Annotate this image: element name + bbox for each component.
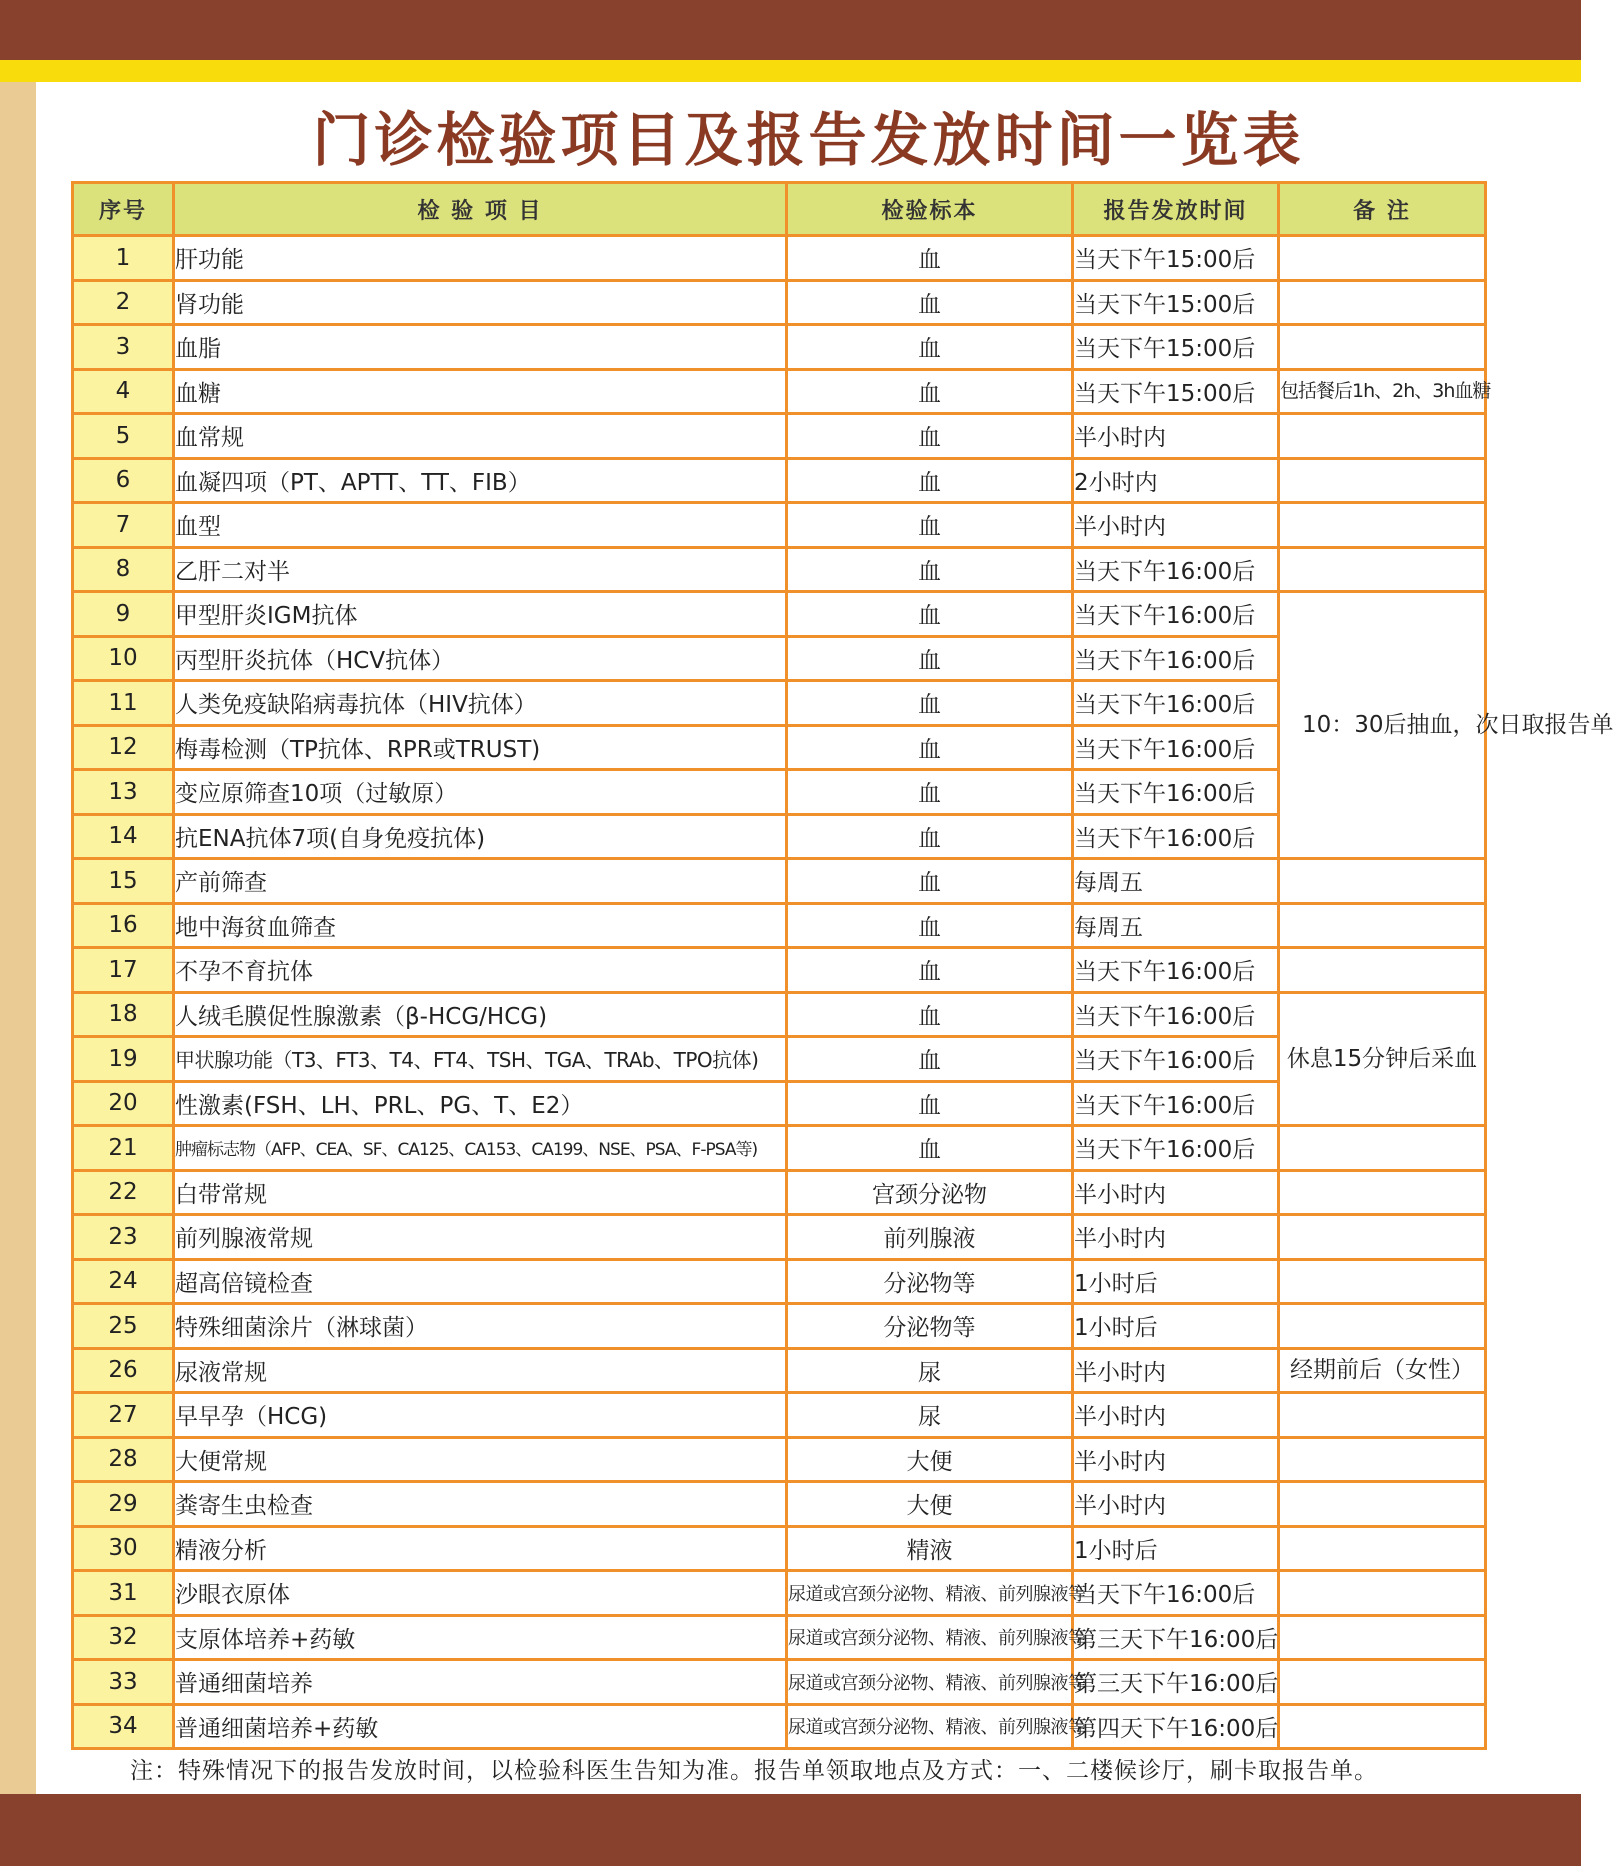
row-item: 血常规 [174,414,787,459]
row-time: 1小时后 [1073,1526,1279,1571]
row-note [1279,1215,1486,1260]
row-time: 半小时内 [1073,1482,1279,1527]
row-item: 粪寄生虫检查 [174,1482,787,1527]
table-row [73,681,1486,726]
row-time: 半小时内 [1073,414,1279,459]
row-time: 当天下午16:00后 [1073,1571,1279,1616]
row-item: 甲型肝炎IGM抗体 [174,592,787,637]
table-row [73,1126,1486,1171]
row-seq: 25 [73,1304,174,1349]
row-note: 经期前后（女性） [1279,1348,1486,1393]
table-row [73,1348,1486,1393]
row-sample: 大便 [787,1437,1073,1482]
row-seq: 17 [73,948,174,993]
row-item: 普通细菌培养+药敏 [174,1704,787,1749]
row-time: 当天下午16:00后 [1073,992,1279,1037]
row-item: 血型 [174,503,787,548]
table-row [73,992,1486,1037]
table-row [73,1081,1486,1126]
row-note: 包括餐后1h、2h、3h血糖 [1279,369,1486,414]
row-note [1279,859,1486,904]
table-row [73,814,1486,859]
row-item: 肾功能 [174,280,787,325]
row-sample: 血 [787,770,1073,815]
row-sample: 尿道或宫颈分泌物、精液、前列腺液等 [787,1660,1073,1705]
row-seq: 30 [73,1526,174,1571]
table-row [73,369,1486,414]
row-seq: 34 [73,1704,174,1749]
row-time: 1小时后 [1073,1259,1279,1304]
table-row [73,859,1486,904]
row-note [1279,1526,1486,1571]
row-seq: 29 [73,1482,174,1527]
table-row [73,547,1486,592]
row-seq: 3 [73,325,174,370]
row-sample: 血 [787,325,1073,370]
row-note [1279,1615,1486,1660]
row-seq: 33 [73,1660,174,1705]
table-row [73,1615,1486,1660]
row-item: 精液分析 [174,1526,787,1571]
row-item: 梅毒检测（TP抗体、RPR或TRUST) [174,725,787,770]
table-row [73,503,1486,548]
table-row [73,1215,1486,1260]
row-sample: 尿道或宫颈分泌物、精液、前列腺液等 [787,1615,1073,1660]
table-row [73,592,1486,637]
row-note [1279,1393,1486,1438]
yellow-stripe [0,60,1581,82]
row-time: 当天下午16:00后 [1073,636,1279,681]
row-sample: 血 [787,681,1073,726]
row-seq: 1 [73,236,174,281]
row-sample: 分泌物等 [787,1304,1073,1349]
row-item: 性激素(FSH、LH、PRL、PG、T、E2） [174,1081,787,1126]
row-note [1279,1482,1486,1527]
row-item: 普通细菌培养 [174,1660,787,1705]
row-item: 血凝四项（PT、APTT、TT、FIB） [174,458,787,503]
top-border-band [0,0,1581,60]
row-seq: 20 [73,1081,174,1126]
row-time: 每周五 [1073,859,1279,904]
row-item: 甲状腺功能（T3、FT3、T4、FT4、TSH、TGA、TRAb、TPO抗体) [174,1037,787,1082]
row-time: 当天下午16:00后 [1073,1037,1279,1082]
row-seq: 22 [73,1170,174,1215]
row-time: 当天下午16:00后 [1073,592,1279,637]
row-seq: 31 [73,1571,174,1616]
row-seq: 16 [73,903,174,948]
row-note [1279,1259,1486,1304]
row-seq: 4 [73,369,174,414]
row-item: 人绒毛膜促性腺激素（β-HCG/HCG) [174,992,787,1037]
report-schedule-table [71,181,1614,1750]
row-item: 尿液常规 [174,1348,787,1393]
table-row [73,458,1486,503]
row-sample: 尿 [787,1348,1073,1393]
row-item: 肝功能 [174,236,787,281]
row-seq: 13 [73,770,174,815]
table-row [73,1304,1486,1349]
row-item: 肿瘤标志物（AFP、CEA、SF、CA125、CA153、CA199、NSE、PSA、F-PSA等) [174,1126,787,1171]
row-item: 沙眼衣原体 [174,1571,787,1616]
table-row [73,903,1486,948]
row-item: 血糖 [174,369,787,414]
row-item: 白带常规 [174,1170,787,1215]
row-note [1279,1571,1486,1616]
row-seq: 15 [73,859,174,904]
row-sample: 宫颈分泌物 [787,1170,1073,1215]
row-seq: 14 [73,814,174,859]
row-note [1279,1304,1486,1349]
row-sample: 分泌物等 [787,1259,1073,1304]
row-sample: 血 [787,992,1073,1037]
row-time: 每周五 [1073,903,1279,948]
footnote: 注：特殊情况下的报告发放时间，以检验科医生告知为准。报告单领取地点及方式：一、二楼候诊厅，刷卡取报告单。 [130,1758,1378,1784]
row-item: 产前筛查 [174,859,787,904]
row-note [1279,1704,1486,1749]
row-sample: 血 [787,1037,1073,1082]
row-note [1279,1660,1486,1705]
row-time: 半小时内 [1073,1215,1279,1260]
row-time: 半小时内 [1073,1170,1279,1215]
row-time: 当天下午16:00后 [1073,948,1279,993]
row-item: 不孕不育抗体 [174,948,787,993]
page-title: 门诊检验项目及报告发放时间一览表 [312,106,1305,174]
row-sample: 血 [787,414,1073,459]
row-time: 半小时内 [1073,1393,1279,1438]
table-row [73,770,1486,815]
row-note [1279,325,1486,370]
row-time: 当天下午16:00后 [1073,770,1279,815]
row-sample: 血 [787,236,1073,281]
row-time: 当天下午16:00后 [1073,1126,1279,1171]
row-time: 当天下午16:00后 [1073,1081,1279,1126]
table-row [73,636,1486,681]
table-row [73,1259,1486,1304]
row-seq: 32 [73,1615,174,1660]
row-seq: 27 [73,1393,174,1438]
row-sample: 血 [787,547,1073,592]
table-row [73,325,1486,370]
row-sample: 大便 [787,1482,1073,1527]
row-note [1279,1437,1486,1482]
row-sample: 血 [787,903,1073,948]
table-row [73,1393,1486,1438]
row-note [1279,414,1486,459]
row-sample: 尿道或宫颈分泌物、精液、前列腺液等 [787,1704,1073,1749]
row-item: 丙型肝炎抗体（HCV抗体） [174,636,787,681]
row-sample: 血 [787,369,1073,414]
row-seq: 24 [73,1259,174,1304]
row-seq: 2 [73,280,174,325]
row-time: 当天下午15:00后 [1073,236,1279,281]
row-sample: 尿道或宫颈分泌物、精液、前列腺液等 [787,1571,1073,1616]
row-sample: 尿 [787,1393,1073,1438]
row-sample: 血 [787,458,1073,503]
table-header-row [73,183,1486,236]
row-item: 变应原筛查10项（过敏原） [174,770,787,815]
row-seq: 6 [73,458,174,503]
row-item: 乙肝二对半 [174,547,787,592]
row-time: 当天下午16:00后 [1073,681,1279,726]
row-note [1279,1126,1486,1171]
row-note-merged: 休息15分钟后采血 [1279,992,1486,1126]
table-row [73,1482,1486,1527]
table-row [73,1704,1486,1749]
row-time: 半小时内 [1073,1437,1279,1482]
header-note: 备 注 [1279,183,1486,236]
row-sample: 血 [787,280,1073,325]
row-seq: 18 [73,992,174,1037]
row-note [1279,948,1486,993]
table-row [73,236,1486,281]
table-row [73,414,1486,459]
row-sample: 血 [787,636,1073,681]
row-item: 大便常规 [174,1437,787,1482]
row-sample: 血 [787,1081,1073,1126]
row-time: 当天下午15:00后 [1073,325,1279,370]
row-seq: 10 [73,636,174,681]
row-item: 前列腺液常规 [174,1215,787,1260]
row-sample: 血 [787,592,1073,637]
row-item: 人类免疫缺陷病毒抗体（HIV抗体） [174,681,787,726]
row-time: 半小时内 [1073,503,1279,548]
header-sample: 检验标本 [787,183,1073,236]
row-time: 第四天下午16:00后 [1073,1704,1279,1749]
table-row [73,1437,1486,1482]
row-time: 当天下午16:00后 [1073,547,1279,592]
row-time: 当天下午15:00后 [1073,280,1279,325]
row-sample: 血 [787,948,1073,993]
row-item: 早早孕（HCG) [174,1393,787,1438]
left-side-strip [0,82,36,1794]
table-row [73,1660,1486,1705]
row-note [1279,458,1486,503]
row-item: 血脂 [174,325,787,370]
row-seq: 19 [73,1037,174,1082]
row-time: 2小时内 [1073,458,1279,503]
row-seq: 7 [73,503,174,548]
table-row [73,1170,1486,1215]
row-sample: 血 [787,814,1073,859]
row-time: 半小时内 [1073,1348,1279,1393]
row-sample: 血 [787,725,1073,770]
table-row [73,1037,1486,1082]
row-time: 当天下午15:00后 [1073,369,1279,414]
row-sample: 血 [787,503,1073,548]
row-seq: 5 [73,414,174,459]
row-seq: 26 [73,1348,174,1393]
row-sample: 血 [787,859,1073,904]
row-item: 支原体培养+药敏 [174,1615,787,1660]
row-seq: 8 [73,547,174,592]
row-time: 当天下午16:00后 [1073,725,1279,770]
row-item: 超高倍镜检查 [174,1259,787,1304]
row-seq: 9 [73,592,174,637]
row-item: 地中海贫血筛查 [174,903,787,948]
row-time: 当天下午16:00后 [1073,814,1279,859]
row-sample: 精液 [787,1526,1073,1571]
row-note [1279,503,1486,548]
row-note [1279,236,1486,281]
row-time: 第三天下午16:00后 [1073,1615,1279,1660]
table-row [73,725,1486,770]
header-seq: 序号 [73,183,174,236]
row-item: 特殊细菌涂片（淋球菌） [174,1304,787,1349]
table-row [73,1526,1486,1571]
row-note [1279,1170,1486,1215]
table-row [73,280,1486,325]
row-seq: 21 [73,1126,174,1171]
header-time: 报告发放时间 [1073,183,1279,236]
row-seq: 12 [73,725,174,770]
row-item: 抗ENA抗体7项(自身免疫抗体) [174,814,787,859]
row-time: 第三天下午16:00后 [1073,1660,1279,1705]
bottom-border-band [0,1794,1581,1866]
table-row [73,1571,1486,1616]
row-note [1279,903,1486,948]
row-seq: 23 [73,1215,174,1260]
row-sample: 前列腺液 [787,1215,1073,1260]
row-note [1279,280,1486,325]
row-time: 1小时后 [1073,1304,1279,1349]
row-seq: 11 [73,681,174,726]
row-seq: 28 [73,1437,174,1482]
row-note-merged: 10：30后抽血，次日取报告单 [1279,592,1486,859]
row-note [1279,547,1486,592]
header-item: 检 验 项 目 [174,183,787,236]
table-row [73,948,1486,993]
row-sample: 血 [787,1126,1073,1171]
